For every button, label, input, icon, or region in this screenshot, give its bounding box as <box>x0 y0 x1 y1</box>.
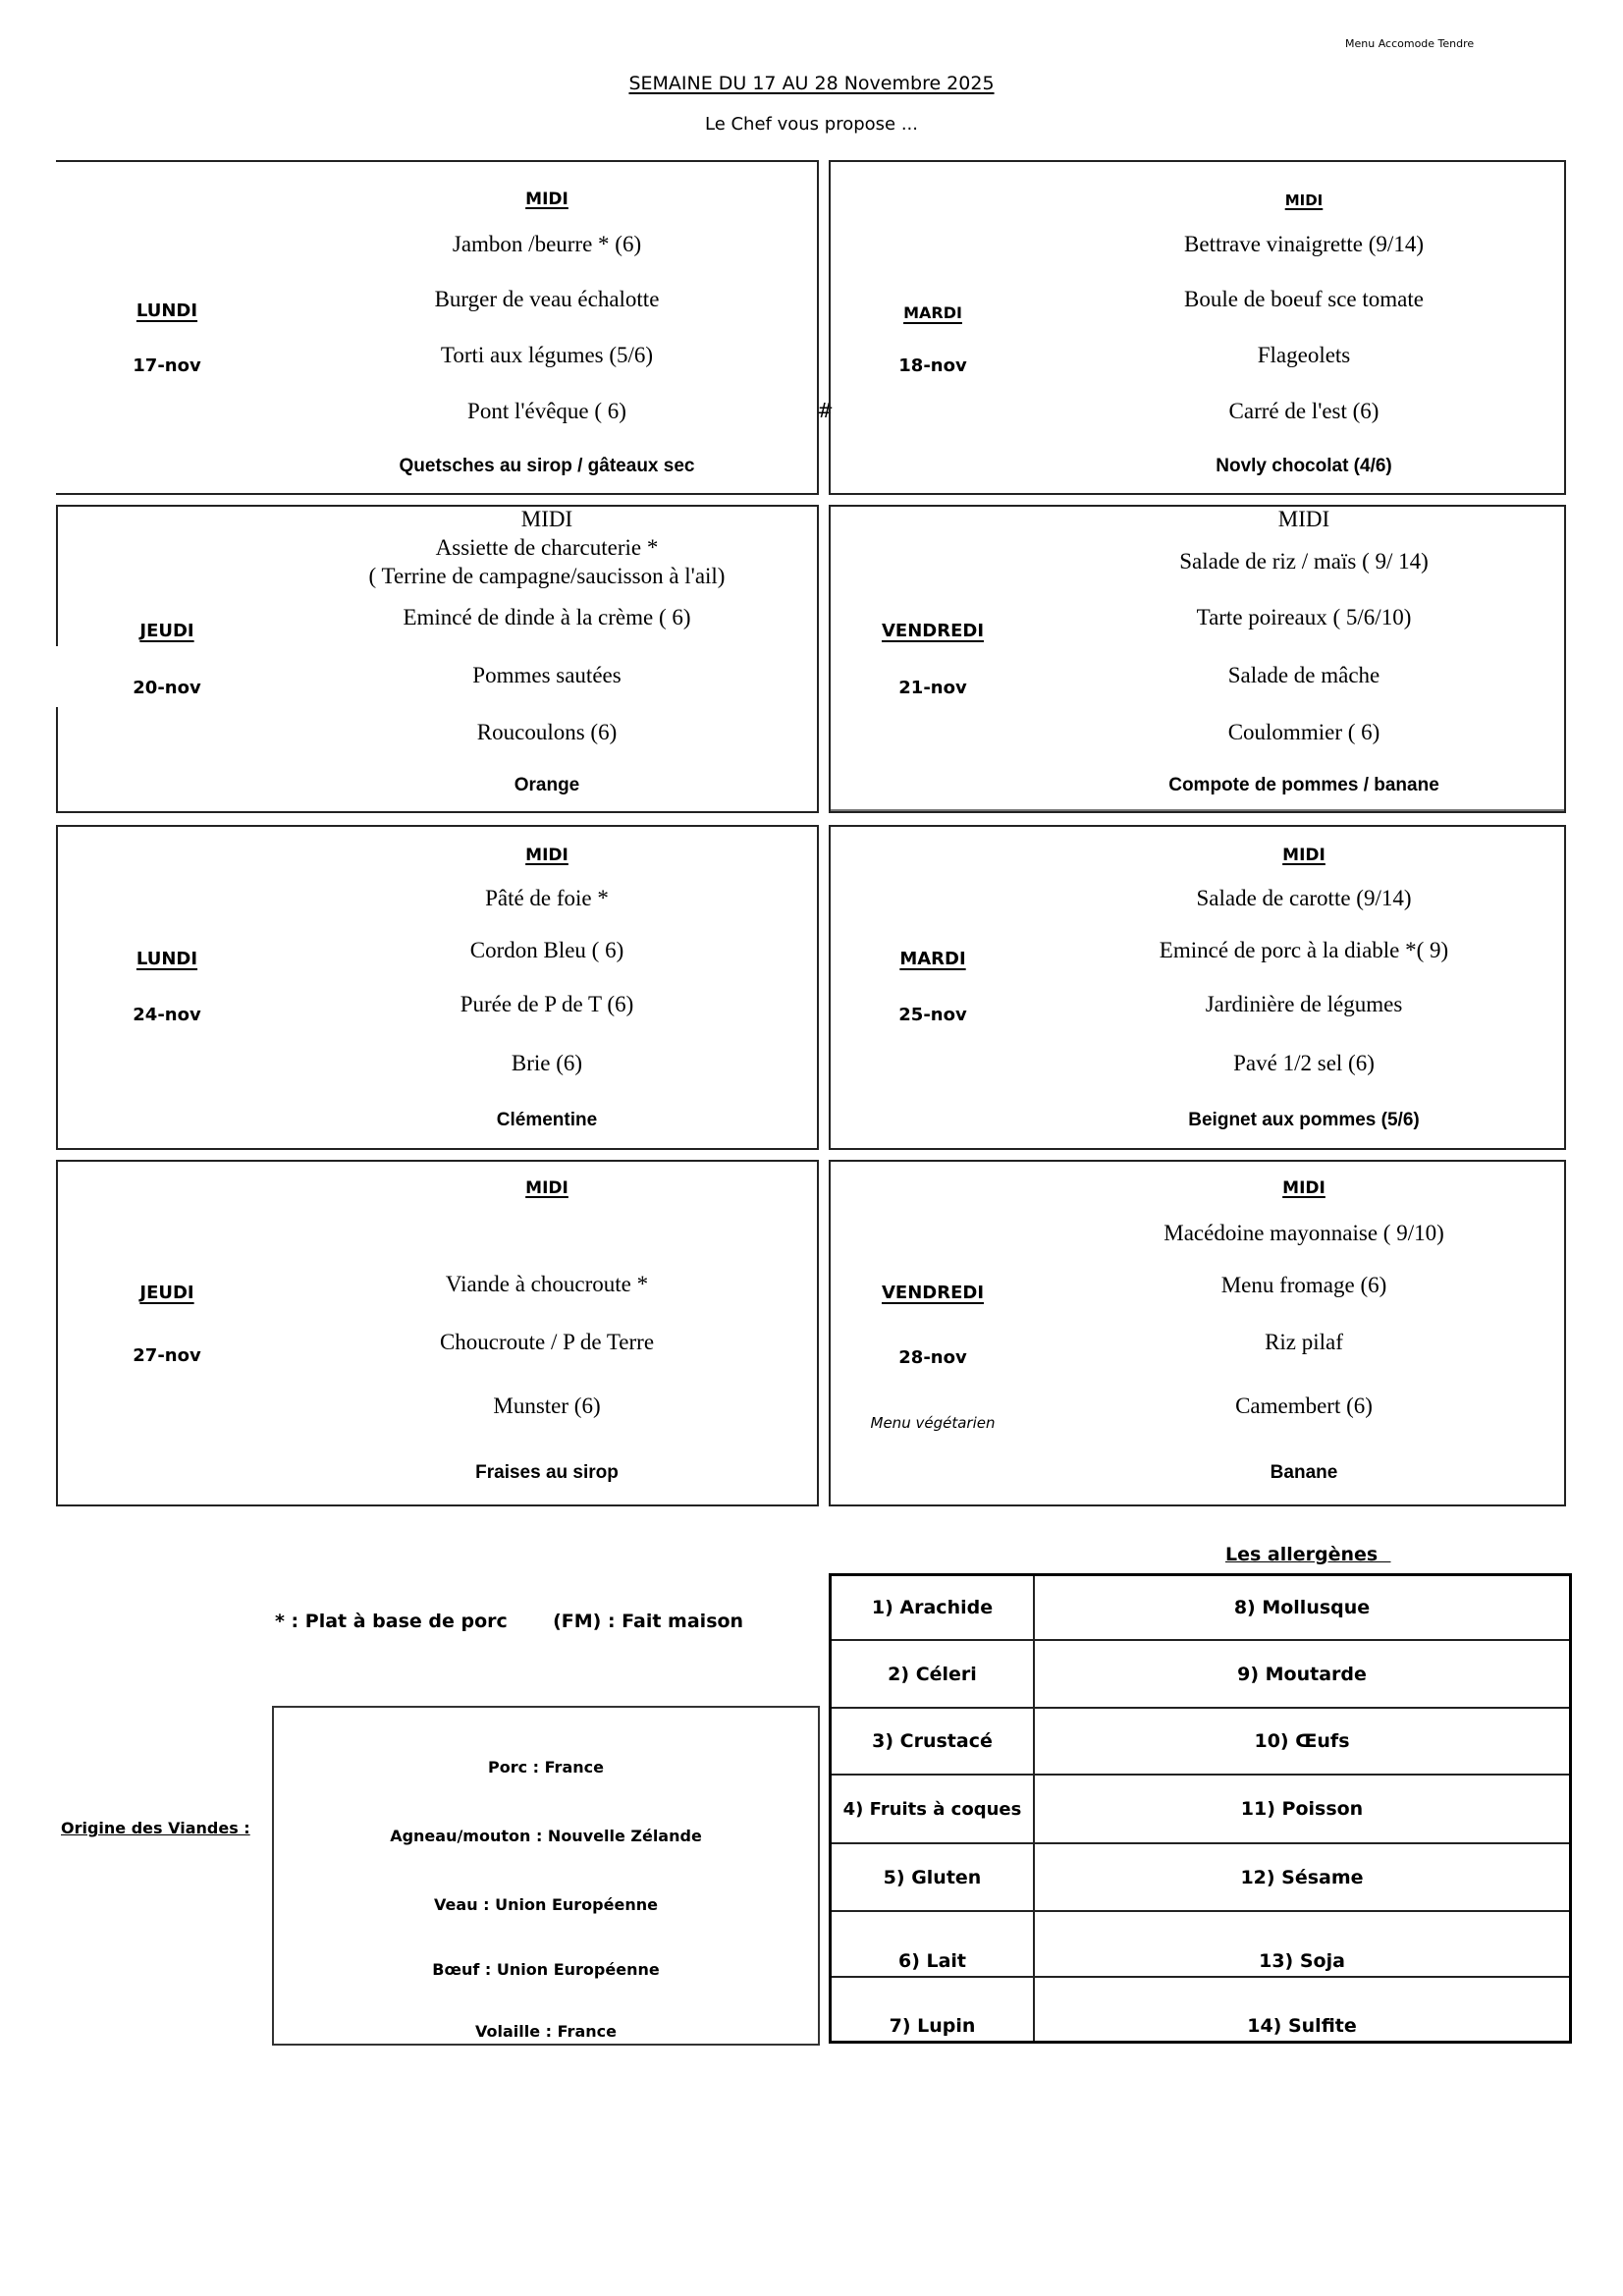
day-name: VENDREDI <box>881 1283 985 1303</box>
dish: Menu fromage (6) <box>1220 1273 1387 1297</box>
dessert: Beignet aux pommes (5/6) <box>1188 1110 1420 1130</box>
allergen-row <box>832 1776 1569 1844</box>
allergen-cell: 4) Fruits à coques <box>832 1776 1035 1842</box>
day-name: VENDREDI <box>881 621 985 641</box>
dish: Torti aux légumes (5/6) <box>440 343 654 367</box>
origin-box <box>272 1706 820 2046</box>
day-name: MARDI <box>899 949 966 969</box>
dish: Salade de carotte (9/14) <box>1196 886 1412 910</box>
document-tag: Menu Accomode Tendre <box>1345 37 1475 50</box>
dessert: Compote de pommes / banane <box>1168 775 1439 795</box>
dish: Burger de veau échalotte <box>434 287 660 311</box>
dish: Pont l'évêque ( 6) <box>467 399 626 423</box>
day-date: 18-nov <box>898 355 967 376</box>
allergen-cell: 1) Arachide <box>832 1576 1035 1639</box>
meal-label: MIDI <box>1282 1178 1325 1198</box>
day-name: JEUDI <box>139 621 194 641</box>
allergen-row <box>832 1844 1569 1912</box>
dessert: Orange <box>514 775 580 795</box>
page-title <box>0 73 1623 94</box>
day-date: 17-nov <box>133 355 201 376</box>
day-name: LUNDI <box>135 949 198 969</box>
dish: Roucoulons (6) <box>476 720 618 744</box>
dish: Brie (6) <box>511 1051 583 1075</box>
allergen-cell: 12) Sésame <box>1240 1866 1364 1888</box>
allergen-row <box>832 1576 1569 1641</box>
page-subtitle: Le Chef vous propose ... <box>704 114 918 135</box>
day-date: 28-nov <box>898 1347 967 1368</box>
dish: Emincé de porc à la diable *( 9) <box>1159 938 1449 962</box>
dish: Munster (6) <box>493 1394 601 1418</box>
day-box-mardi-18 <box>829 160 1566 495</box>
meal-label: MIDI <box>1277 507 1330 531</box>
dish: Pommes sautées <box>472 663 622 687</box>
allergen-cell: 8) Mollusque <box>1233 1597 1371 1618</box>
day-note: Menu végétarien <box>870 1414 996 1432</box>
dish: Riz pilaf <box>1265 1330 1343 1354</box>
meal-label: MIDI <box>1284 191 1324 209</box>
allergen-row <box>832 1709 1569 1776</box>
allergen-cell: 3) Crustacé <box>832 1709 1035 1774</box>
day-box-lundi-17 <box>56 160 819 495</box>
dessert: Banane <box>1270 1462 1338 1483</box>
day-name: MARDI <box>903 303 962 322</box>
meal-label: MIDI <box>520 507 573 531</box>
origin-label: Origine des Viandes : <box>61 1819 250 1837</box>
dish: Viande à choucroute * <box>445 1272 649 1296</box>
dish: Coulommier ( 6) <box>1227 720 1380 744</box>
day-name: LUNDI <box>135 301 198 321</box>
allergen-cell: 13) Soja <box>1259 1950 1345 1972</box>
day-date: 24-nov <box>133 1005 201 1025</box>
allergen-row <box>832 1912 1569 1978</box>
dessert: Fraises au sirop <box>475 1462 619 1483</box>
day-name: JEUDI <box>139 1283 194 1303</box>
origin-item: Volaille : France <box>475 2022 617 2041</box>
meal-label: MIDI <box>1282 846 1325 865</box>
dish: Bettrave vinaigrette (9/14) <box>1184 232 1424 256</box>
day-box-lundi-24 <box>56 825 819 1150</box>
dessert: Clémentine <box>496 1110 598 1130</box>
allergen-cell: 5) Gluten <box>832 1844 1035 1910</box>
legend: * : Plat à base de porc (FM) : Fait maison <box>275 1611 744 1632</box>
meal-label: MIDI <box>525 190 568 209</box>
dish: Camembert (6) <box>1235 1394 1373 1418</box>
dish: Cordon Bleu ( 6) <box>469 938 624 962</box>
day-date: 20-nov <box>133 678 201 698</box>
dish: Purée de P de T (6) <box>460 992 634 1016</box>
dessert: Novly chocolat (4/6) <box>1216 456 1392 476</box>
page-title-text: SEMAINE DU 17 AU 28 Novembre 2025 <box>628 73 995 94</box>
dish: Pavé 1/2 sel (6) <box>1233 1051 1375 1075</box>
allergen-cell: 6) Lait <box>832 1912 1035 1976</box>
dish: Boule de boeuf sce tomate <box>1184 287 1424 311</box>
allergen-cell: 9) Moutarde <box>1237 1663 1367 1685</box>
day-date: 27-nov <box>133 1345 201 1366</box>
dish: Salade de riz / maïs ( 9/ 14) <box>1179 549 1429 574</box>
divider-line <box>831 809 1564 811</box>
dish: Salade de mâche <box>1227 663 1380 687</box>
allergen-cell: 14) Sulfite <box>1247 2015 1357 2037</box>
origin-item: Veau : Union Européenne <box>434 1895 658 1914</box>
allergen-table <box>829 1573 1572 2044</box>
stray-mark: # <box>817 399 834 422</box>
dish: Pâté de foie * <box>485 886 609 910</box>
allergen-cell: 7) Lupin <box>832 1978 1035 2041</box>
allergen-title: Les allergènes <box>1225 1544 1391 1565</box>
dish: Assiette de charcuterie * <box>435 535 659 560</box>
origin-item: Bœuf : Union Européenne <box>432 1960 660 1979</box>
meal-label: MIDI <box>525 1178 568 1198</box>
origin-item: Porc : France <box>488 1758 604 1777</box>
origin-item: Agneau/mouton : Nouvelle Zélande <box>390 1827 702 1845</box>
day-box-mardi-25 <box>829 825 1566 1150</box>
day-date: 25-nov <box>898 1005 967 1025</box>
allergen-cell: 2) Céleri <box>832 1641 1035 1707</box>
dish: Emincé de dinde à la crème ( 6) <box>403 605 691 629</box>
allergen-cell: 11) Poisson <box>1240 1798 1364 1820</box>
dish: Jardinière de légumes <box>1205 992 1403 1016</box>
dish: Jambon /beurre * (6) <box>452 232 642 256</box>
dish: Choucroute / P de Terre <box>439 1330 655 1354</box>
dish: Flageolets <box>1257 343 1351 367</box>
meal-label: MIDI <box>525 846 568 865</box>
allergen-cell: 10) Œufs <box>1254 1730 1350 1752</box>
dessert: Quetsches au sirop / gâteaux sec <box>399 456 695 476</box>
dish: Carré de l'est (6) <box>1228 399 1380 423</box>
day-date: 21-nov <box>898 678 967 698</box>
allergen-row <box>832 1641 1569 1709</box>
dish: Tarte poireaux ( 5/6/10) <box>1196 605 1412 629</box>
allergen-row <box>832 1978 1569 2041</box>
dish: Macédoine mayonnaise ( 9/10) <box>1163 1221 1444 1245</box>
border-gap <box>55 646 59 707</box>
dish: ( Terrine de campagne/saucisson à l'ail) <box>368 564 726 588</box>
